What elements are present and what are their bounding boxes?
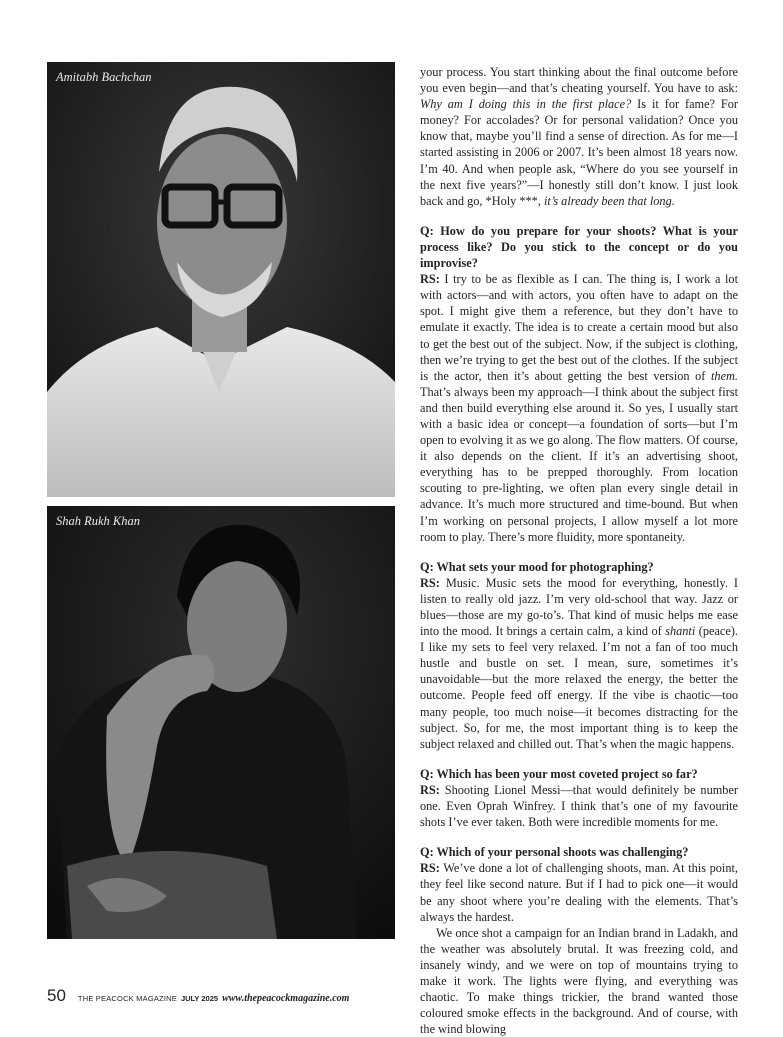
- portrait-image: [47, 62, 395, 497]
- answer: RS: I try to be as flexible as I can. The thing is, I work a lot with actors—and with actors, you often have to adapt on the spot. I might give them a reference, but they don’t have to emulate it exactly. The idea is to create a certain mood but also to get the best out of the subject. Now, if the subject is clothing, then we’re trying to get the best out of the clothes. If the subject is the actor, then it’s about getting the best version of them. That’s always been my approach—I think about the subject first and then build everything else around it. So yes, I usually start with a basic idea or concept—a foundation of sorts—but I’m open to evolving it as we go along. The flow matters. Of course, it also depends on the client. If it’s an advertising shoot, everything has to be prepped thoroughly. From location scouting to pre-lighting, we often plan every single detail in advance. It’s much more structured and time-bound. But when I’m working on personal projects, I allow myself a lot more room to play. There’s more fluidity, more spontaneity.: [420, 272, 738, 544]
- page-number: 50: [47, 986, 66, 1005]
- paragraph: your process. You start thinking about the final outcome before you even begin—and that’s cheating yourself. You have to ask: Why am I doing this in the first place? Is it for fame? For money? For accolades? Or for personal validation? Once you know that, maybe you’ll find a sense of direction. As for me—I started assisting in 2006 or 2007. It’s been almost 18 years now. I’m 40. And when people ask, “Where do you see yourself in the next five years?”—I honestly still don’t know. I just look back and go, *Holy ***, it’s already been that long.: [420, 65, 739, 208]
- photo-caption: Shah Rukh Khan: [56, 514, 141, 528]
- magazine-name: THE PEACOCK MAGAZINE: [77, 994, 177, 1003]
- question: Q: Which of your personal shoots was challenging?: [420, 845, 689, 860]
- question: Q: What sets your mood for photographing?: [420, 559, 654, 574]
- website-url: www.thepeacockmagazine.com: [222, 993, 350, 1004]
- question: Q: How do you prepare for your shoots? What is your process like? Do you stick to the concept or do you improvise?: [420, 223, 738, 271]
- answer: RS: We’ve done a lot of challenging shoots, man. At this point, they feel like second nature. But if I had to pick one—it would be any shoot where you’re dealing with the elements. That’s always the hardest.: [420, 861, 738, 924]
- paragraph: We once shot a campaign for an Indian brand in Ladakh, and the weather was absolutely brutal. It was freezing cold, and insanely windy, and we were on top of mountains trying to make it work. The lights were flying, and everything was chaotic. To make things trickier, the brand wanted those coloured smoke effects in the background. And of course, with the wind blowing: [420, 925, 738, 1037]
- portrait-photo-shahrukh: [47, 506, 395, 939]
- answer: RS: Shooting Lionel Messi—that would definitely be number one. Even Oprah Winfrey. I think that’s one of my favourite shots I’ve ever taken. Both were incredible moments for me.: [420, 782, 738, 830]
- photo-caption: Amitabh Bachchan: [56, 70, 152, 84]
- answer: RS: Music. Music sets the mood for everything, honestly. I listen to really old jazz. I’m very old-school that way. Jazz or blues—those are my go-to’s. That kind of music helps me ease into the mood. It brings a certain calm, a kind of shanti (peace). I like my sets to feel very relaxed. I’m not a fan of too much hustle and bustle on set. I mean, sure, sometimes it’s unavoidable—but the more relaxed the energy, the better the outcome. People feed off energy. If the vibe is chaotic—too many people, too much noise—it becomes distracting for the subject. So, for me, the most important thing is to keep the subject relaxed and chilled out. That’s when the magic happens.: [420, 575, 739, 751]
- portrait-photo-amitabh: [47, 62, 395, 497]
- page-footer: [47, 986, 349, 1008]
- issue-date: JULY 2025: [180, 994, 219, 1003]
- question: Q: Which has been your most coveted project so far?: [420, 766, 698, 781]
- portrait-image: [47, 506, 395, 939]
- article-text-column: [420, 64, 738, 1037]
